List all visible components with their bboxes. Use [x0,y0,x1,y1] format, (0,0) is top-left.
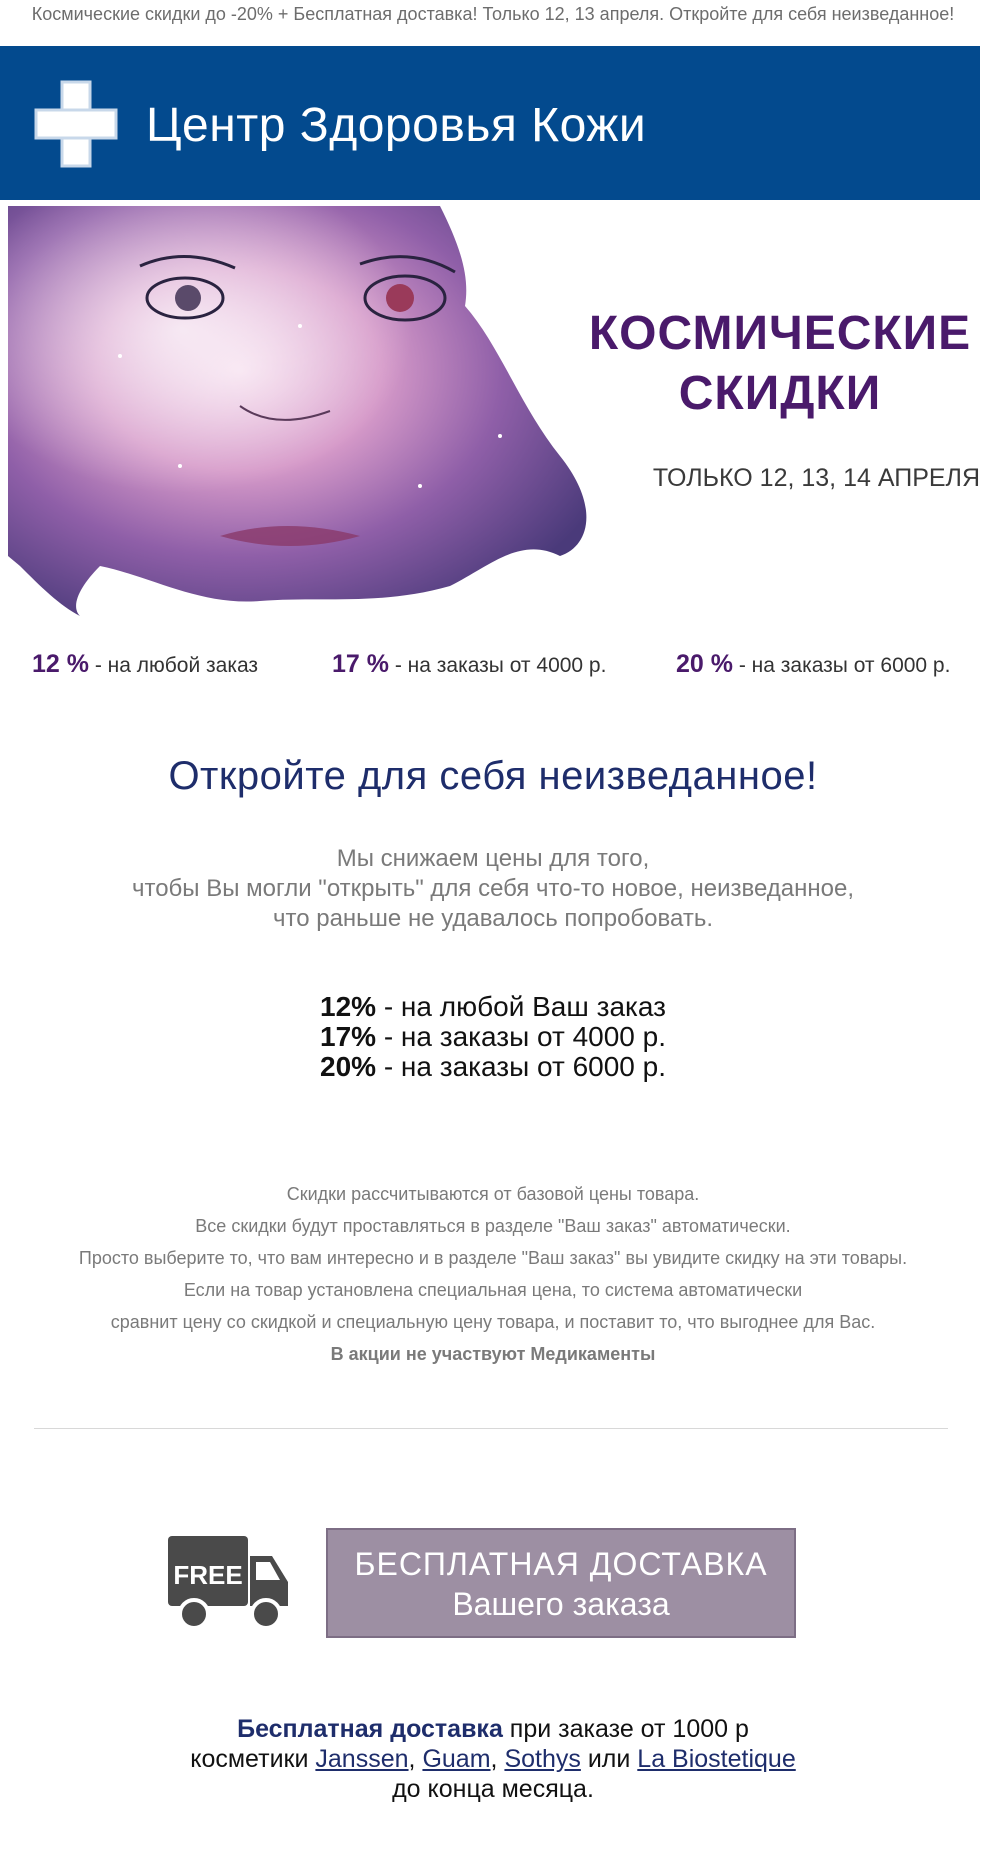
note-line: Все скидки будут проставляться в разделе "Ваш заказ" автоматически. [195,1216,791,1236]
delivery-truck-icon [166,1534,290,1634]
tier-text: - на любой заказ [88,654,259,677]
discount-tiers [0,648,986,688]
preheader-text: Космические скидки до -20% + Бесплатная доставка! Только 12, 13 апреля. Откройте для себя неизведанное! [31,4,955,24]
promo-title-line1: КОСМИЧЕСКИЕ [588,307,972,360]
delivery-line2: Вашего заказа [452,1586,670,1622]
brands-prefix: косметики [190,1745,316,1773]
discount-text: - на заказы от 6000 р. [376,1051,666,1082]
discount-list [0,992,986,1082]
note-line: Просто выберите то, что вам интересно и в разделе "Ваш заказ" вы увидите скидку на эти товары. [78,1248,908,1268]
tier-pct: 12 % [32,650,89,678]
cosmic-face-illustration [0,206,600,626]
free-delivery-text [0,1714,986,1804]
terms-notes [0,1178,986,1370]
discount-text: - на любой Ваш заказ [376,991,666,1022]
exclusion-note: В акции не участвуют Медикаменты [330,1344,656,1364]
brand-link-guam[interactable]: Guam [422,1745,491,1773]
brand-separator: , [490,1745,505,1773]
note-line: Скидки рассчитываются от базовой цены товара. [286,1184,700,1204]
header-banner[interactable] [0,46,980,200]
note-line: Если на товар установлена специальная цена, то система автоматически [183,1280,803,1300]
promo-title [580,304,980,424]
tier-text: - на заказы от 4000 р. [388,654,607,677]
discount-tier [32,648,258,682]
brand-link-la-biostetique[interactable]: La Biostetique [637,1745,796,1773]
discount-line [0,1052,986,1082]
hero-banner[interactable] [0,200,986,700]
free-delivery-line2 [0,1744,986,1774]
delivery-banner-box [326,1528,796,1638]
divider [34,1428,948,1429]
free-delivery-line1 [0,1714,986,1744]
promo-dates: ТОЛЬКО 12, 13, 14 АПРЕЛЯ [652,464,980,492]
brand-or: или [580,1745,638,1773]
section-title: Откройте для себя неизведанное! [168,754,818,798]
discount-pct: 20% [320,1051,377,1082]
tier-pct: 20 % [676,650,733,678]
brand-link-janssen[interactable]: Janssen [315,1745,409,1773]
discount-tier [332,648,606,682]
truck-free-label: FREE [173,1560,243,1590]
intro-line: что раньше не удавалось попробовать. [272,905,713,932]
intro-line: Мы снижаем цены для того, [336,845,650,872]
promo-title-line2: СКИДКИ [678,367,882,420]
discount-pct: 12% [320,991,377,1022]
discount-text: - на заказы от 4000 р. [376,1021,666,1052]
brand-link-sothys[interactable]: Sothys [504,1745,581,1773]
tier-text: - на заказы от 6000 р. [732,654,951,677]
free-delivery-strong: Бесплатная доставка [237,1715,503,1743]
discount-line [0,1022,986,1052]
free-delivery-line3: до конца месяца. [392,1775,594,1803]
discount-pct: 17% [320,1021,377,1052]
brand-name: Центр Здоровья Кожи [146,99,647,152]
free-delivery-rest: при заказе от 1000 р [502,1715,749,1743]
medical-cross-icon [34,80,118,168]
discount-tier [676,648,950,682]
intro-text [0,844,986,934]
note-line: сравнит цену со скидкой и специальную цену товара, и поставит то, что выгоднее для Вас. [110,1312,876,1332]
discount-line [0,992,986,1022]
brand-separator: , [408,1745,423,1773]
tier-pct: 17 % [332,650,389,678]
free-delivery-banner[interactable] [166,1528,796,1638]
delivery-line1: БЕСПЛАТНАЯ ДОСТАВКА [354,1546,768,1582]
intro-line: чтобы Вы могли "открыть" для себя что-то новое, неизведанное, [131,875,854,902]
